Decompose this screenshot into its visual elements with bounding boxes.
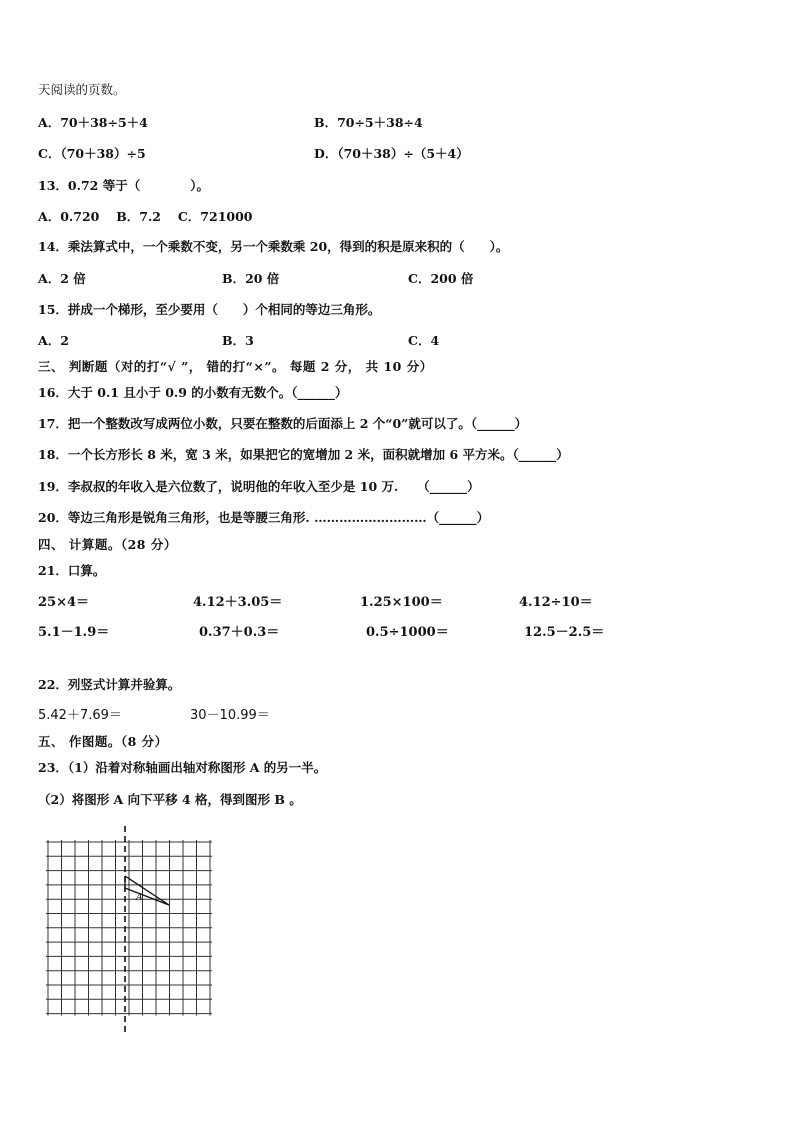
oral-calc-6: 0.37＋0.3＝	[199, 625, 280, 640]
q12-option-c: C．（70＋38）÷5	[38, 146, 146, 161]
oral-calc-3: 1.25×100＝	[360, 595, 443, 610]
oral-calc-5: 5.1－1.9＝	[38, 625, 110, 640]
drawing-grid	[38, 826, 218, 1036]
vertical-calc-2: 30－10.99＝	[190, 708, 270, 723]
q16: 16．大于 0.1 且小于 0.9 的小数有无数个。（______）	[38, 385, 348, 400]
section-4-heading: 四、 计算题。（28 分）	[38, 537, 177, 552]
oral-calc-1: 25×4＝	[38, 595, 90, 610]
q23-part-1: 23．（1）沿着对称轴画出轴对称图形 A 的另一半。	[38, 760, 327, 775]
section-3-heading: 三、 判断题（对的打“√ ”， 错的打“×”。 每题 2 分， 共 10 分）	[38, 359, 433, 374]
q14-option-b: B．20 倍	[222, 271, 280, 286]
oral-calc-4: 4.12÷10＝	[519, 595, 593, 610]
q21-title: 21．口算。	[38, 563, 106, 578]
section-5-heading: 五、 作图题。（8 分）	[38, 734, 168, 749]
q17: 17．把一个整数改写成两位小数，只要在整数的后面添上 2 个“0”就可以了。（______）	[38, 416, 528, 431]
q19: 19．李叔叔的年收入是六位数了，说明他的年收入至少是 10 万. （______）	[38, 479, 480, 494]
q14-stem: 14．乘法算式中，一个乘数不变，另一个乘数乘 20，得到的积是原来积的（ ）。	[38, 239, 509, 254]
oral-calc-7: 0.5÷1000＝	[366, 625, 449, 640]
q23-part-2: （2）将图形 A 向下平移 4 格，得到图形 B 。	[38, 792, 302, 807]
q15-option-a: A．2	[38, 333, 69, 348]
q20: 20．等边三角形是锐角三角形，也是等腰三角形. ………………………（______）	[38, 510, 490, 525]
oral-calc-2: 4.12＋3.05＝	[193, 595, 283, 610]
q15-stem: 15．拼成一个梯形，至少要用（ ）个相同的等边三角形。	[38, 302, 381, 317]
q15-option-c: C．4	[408, 333, 440, 348]
figure-a-label: A	[136, 892, 143, 903]
q13-options: A．0.720 B．7.2 C．721000	[38, 209, 253, 224]
q12-option-d: D．（70＋38）÷（5＋4）	[314, 146, 469, 161]
q14-option-a: A．2 倍	[38, 271, 86, 286]
figure-a	[125, 876, 169, 905]
oral-calc-8: 12.5－2.5＝	[524, 625, 605, 640]
grid-lines	[46, 840, 212, 1016]
q14-option-c: C．200 倍	[408, 271, 474, 286]
q22-title: 22．列竖式计算并验算。	[38, 677, 181, 692]
q13-stem: 13．0.72 等于（ ）。	[38, 178, 209, 193]
q12-option-a: A．70＋38÷5＋4	[38, 115, 148, 130]
intro-line: 天阅读的页数。	[38, 82, 126, 97]
q15-option-b: B．3	[222, 333, 254, 348]
vertical-calc-1: 5.42＋7.69＝	[38, 708, 122, 723]
q18: 18．一个长方形长 8 米，宽 3 米，如果把它的宽增加 2 米，面积就增加 6 平方米。（______）	[38, 447, 569, 462]
q12-option-b: B．70÷5＋38÷4	[314, 115, 423, 130]
